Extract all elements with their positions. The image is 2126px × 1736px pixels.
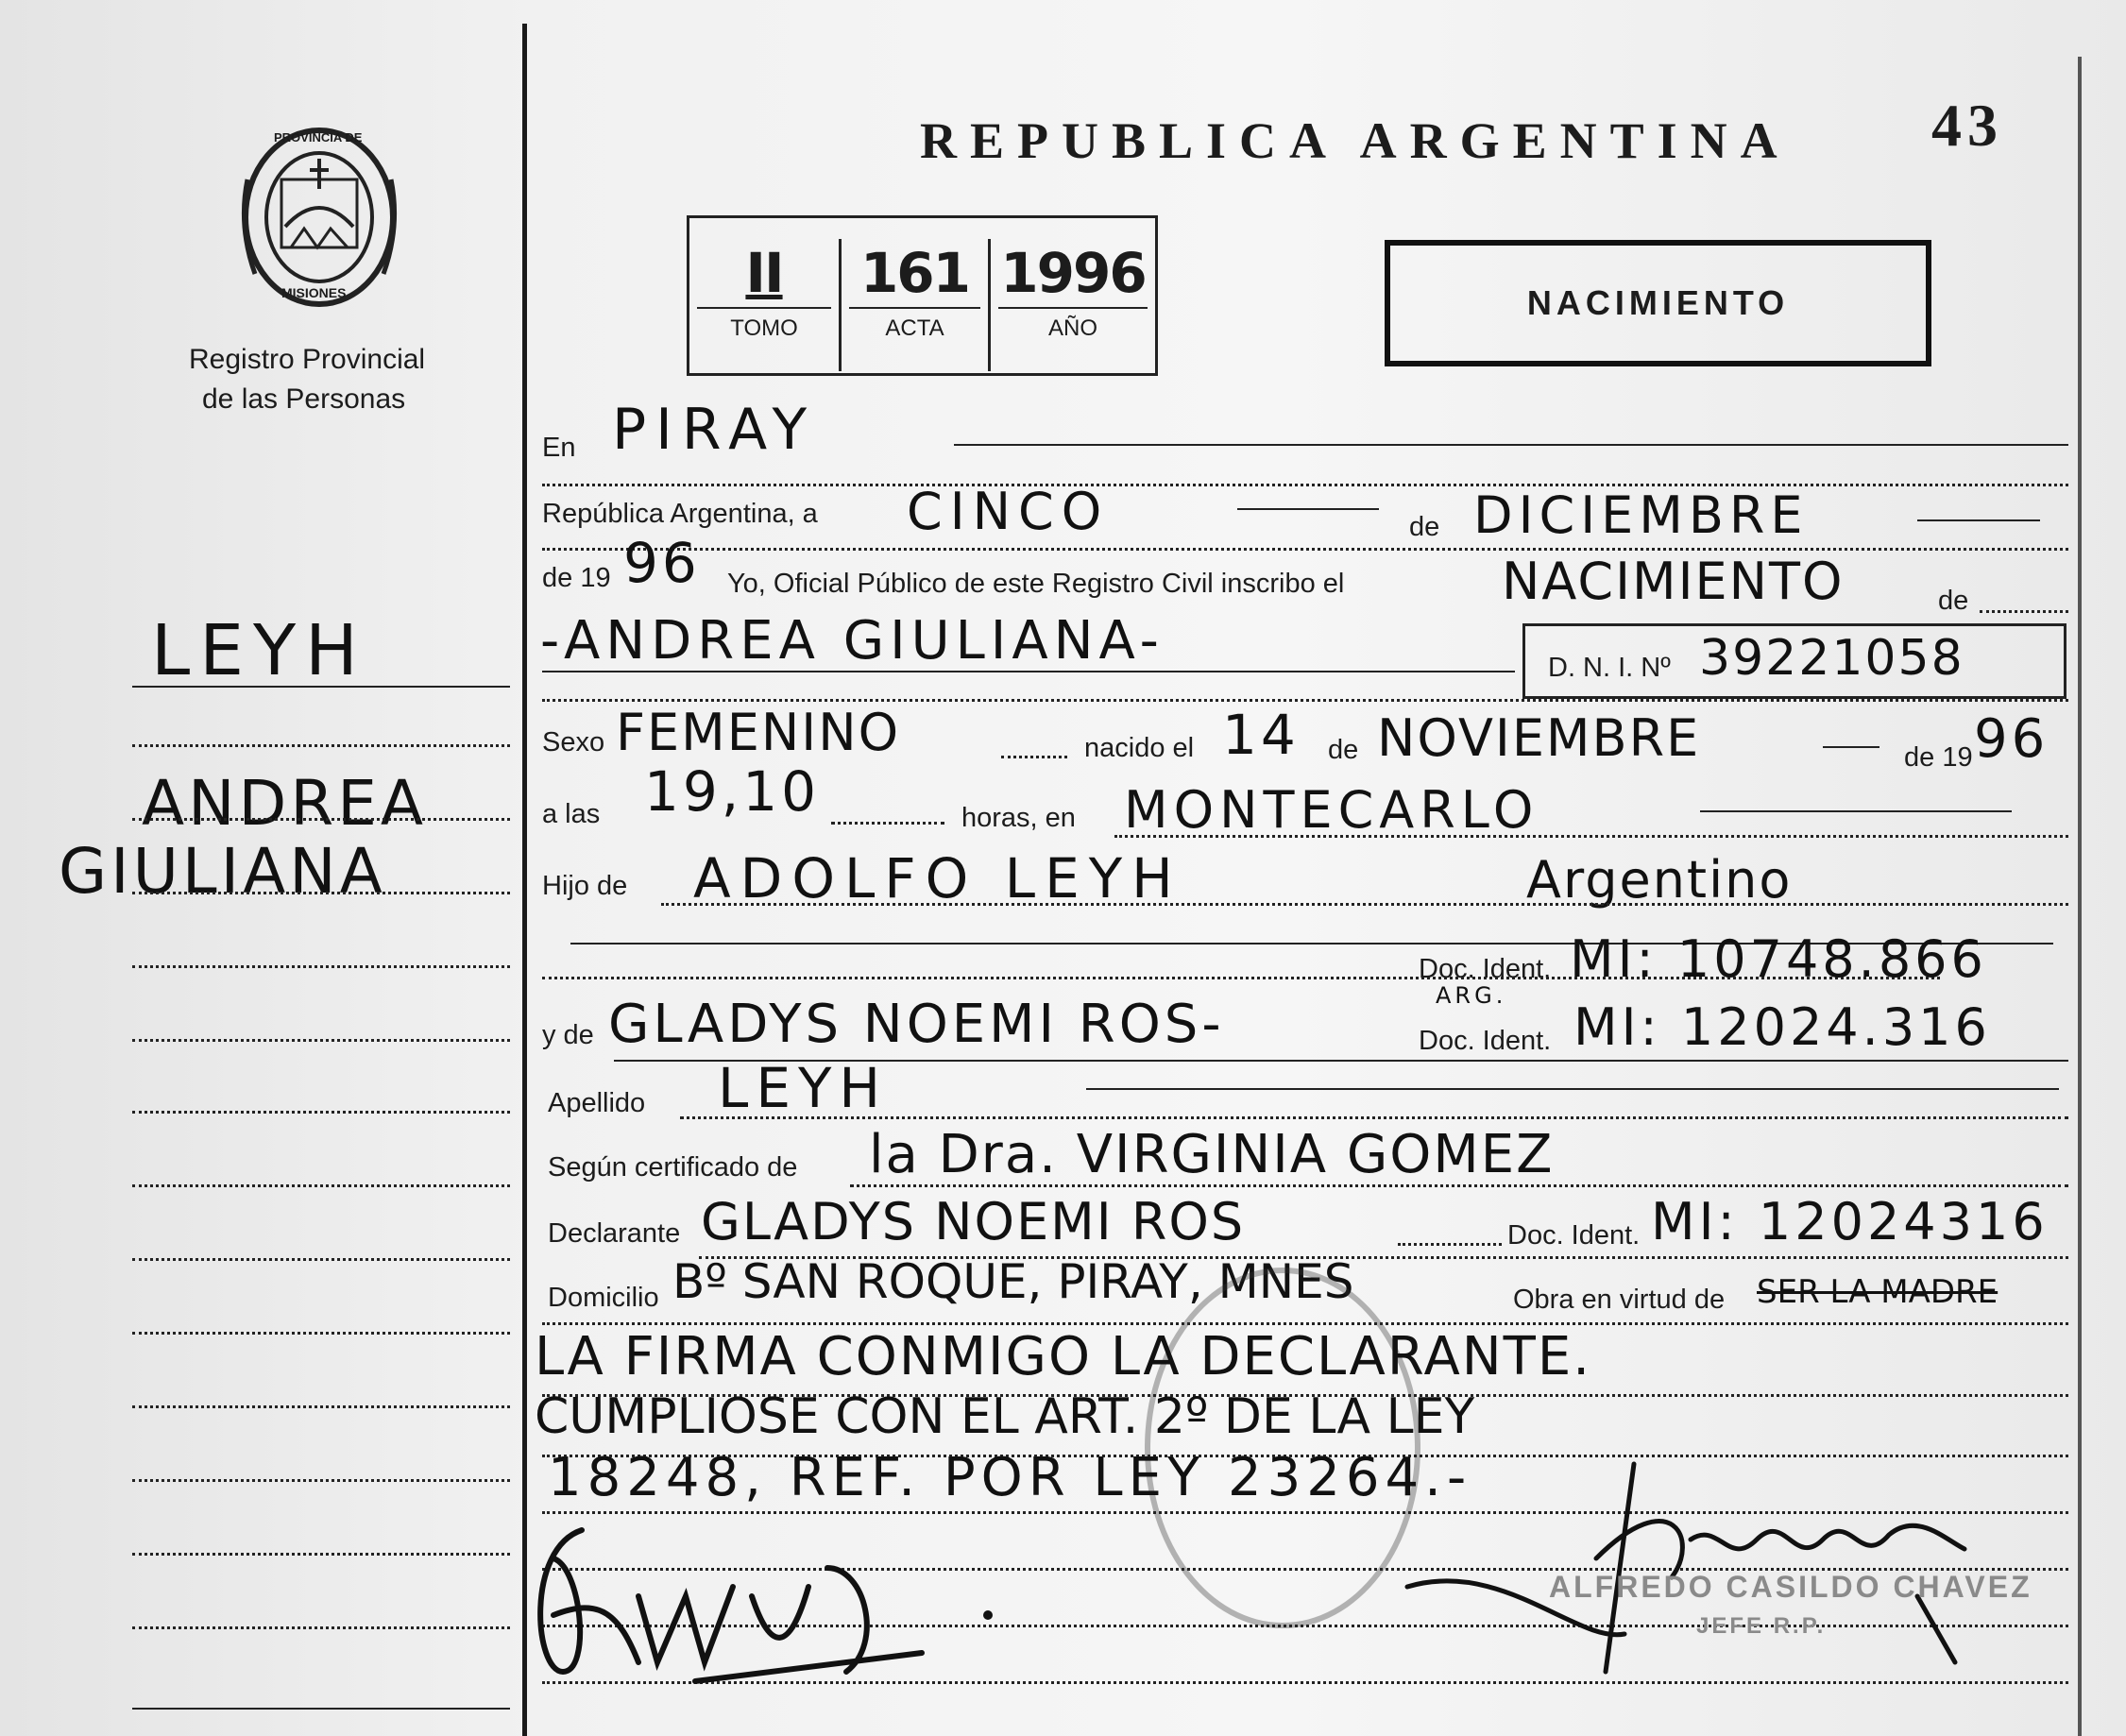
- event-value: NACIMIENTO: [1502, 552, 1845, 611]
- de2-label: de: [1938, 586, 1969, 616]
- rule-line: [1001, 756, 1067, 758]
- margin-line: [132, 1479, 510, 1482]
- day-underline: [1237, 508, 1379, 510]
- dni-value: 39221058: [1699, 630, 1964, 687]
- margin-line: [132, 1332, 510, 1335]
- rule-line: [1980, 610, 2068, 613]
- apellido-label: Apellido: [548, 1088, 646, 1118]
- segun-label: Según certificado de: [548, 1152, 798, 1183]
- margin-line: [132, 1405, 510, 1408]
- mother-doc-value: MI: 12024.316: [1573, 997, 1991, 1057]
- margin-surname: LEYH: [151, 610, 367, 691]
- dni-box: [1522, 623, 2066, 699]
- child-name-value: -ANDREA GIULIANA-: [540, 610, 1165, 672]
- apellido-underline: [1086, 1088, 2059, 1090]
- declarante-doc-label: Doc. Ident.: [1507, 1220, 1641, 1251]
- margin-rule: [132, 686, 510, 688]
- rule-line: [680, 1116, 2068, 1119]
- certificado-value: la Dra. VIRGINIA GOMEZ: [869, 1124, 1555, 1185]
- father-nationality-value: Argentino: [1526, 850, 1793, 910]
- de19-label: de 19: [1904, 742, 1973, 773]
- acta-value: 161: [859, 241, 970, 305]
- year-prefix-label: de 19: [542, 563, 611, 593]
- margin-line: [132, 1258, 510, 1261]
- margin-line: [132, 818, 510, 821]
- margin-given-name-1: ANDREA: [142, 767, 428, 840]
- rule-line: [1114, 835, 2068, 838]
- place-value: PIRAY: [612, 397, 817, 463]
- oficial-text: Yo, Oficial Público de este Registro Civil inscribo el: [727, 569, 1345, 599]
- declarante-doc-value: MI: 12024316: [1651, 1192, 2049, 1251]
- birth-day-value: 14: [1222, 703, 1300, 767]
- domicilio-label: Domicilio: [548, 1283, 659, 1313]
- birth-place-underline: [1700, 810, 2012, 812]
- margin-line: [132, 1184, 510, 1187]
- officer-stamp-title: JEFE R.P.: [1696, 1613, 1827, 1639]
- father-name-value: ADOLFO LEYH: [693, 846, 1182, 911]
- father-doc-label: Doc. Ident.: [1419, 954, 1552, 984]
- sexo-value: FEMENINO: [616, 703, 901, 762]
- page-number: 43: [1931, 92, 2003, 159]
- margin-line: [132, 744, 510, 747]
- alas-label: a las: [542, 799, 601, 829]
- place-underline: [954, 444, 2068, 446]
- officer-signature-icon: [1388, 1445, 1993, 1681]
- declarante-value: GLADYS NOEMI ROS: [701, 1192, 1246, 1251]
- margin-line: [132, 1039, 510, 1042]
- record-reference-table: [687, 215, 1158, 376]
- de-label: de: [1409, 512, 1440, 542]
- republica-label: República Argentina, a: [542, 499, 818, 529]
- column-divider: [522, 24, 527, 1736]
- nacido-label: nacido el: [1084, 733, 1195, 763]
- birth-month-underline: [1823, 746, 1879, 748]
- hijo-label: Hijo de: [542, 871, 628, 901]
- country-title: REPUBLICA ARGENTINA: [920, 112, 1791, 169]
- emblem-top-text: PROVINCIA DE: [274, 130, 363, 145]
- margin-given-name-2: GIULIANA: [59, 835, 386, 908]
- note-line-2: CUMPLIOSE CON EL ART. 2º DE LA LEY: [535, 1388, 1475, 1445]
- record-type-box: NACIMIENTO: [1385, 240, 1931, 366]
- acta-label: ACTA: [849, 307, 980, 343]
- birth-month-value: NOVIEMBRE: [1377, 708, 1701, 768]
- month-underline: [1917, 519, 2040, 521]
- margin-line: [132, 892, 510, 894]
- obra-label: Obra en virtud de: [1513, 1285, 1726, 1315]
- rule-line: [542, 484, 2068, 486]
- registry-name-line1: Registro Provincial: [189, 344, 426, 375]
- rule-line: [542, 548, 2068, 551]
- de3-label: de: [1328, 735, 1359, 765]
- margin-line: [132, 1553, 510, 1556]
- tomo-value: II: [745, 241, 783, 305]
- mother-name-value: GLADYS NOEMI ROS-: [608, 994, 1225, 1055]
- birth-year-suffix-value: 96: [1974, 708, 2049, 770]
- emblem-bottom-text: MISIONES: [281, 285, 347, 300]
- margin-line: [132, 965, 510, 968]
- registry-name-line2: de las Personas: [202, 383, 406, 415]
- rule-line: [850, 1184, 2068, 1187]
- rule-line: [1398, 1243, 1502, 1246]
- obra-value: SER LA MADRE: [1757, 1273, 1998, 1311]
- domicilio-value: Bº SAN ROQUE, PIRAY, MNES: [672, 1254, 1354, 1309]
- year-suffix-value: 96: [623, 531, 701, 595]
- right-border: [2078, 57, 2082, 1736]
- mother-doc-label: Doc. Ident.: [1419, 1026, 1552, 1056]
- sexo-label: Sexo: [542, 727, 605, 757]
- declarante-label: Declarante: [548, 1218, 681, 1249]
- yde-label: y de: [542, 1020, 594, 1050]
- anio-cell: [991, 239, 1155, 371]
- declarant-signature-icon: [525, 1511, 1035, 1700]
- birth-hour-value: 19,10: [644, 759, 821, 824]
- mother-nationality-value: ARG.: [1436, 982, 1507, 1009]
- birth-place-value: MONTECARLO: [1124, 780, 1539, 840]
- father-doc-value: MI: 10748.866: [1570, 929, 1987, 989]
- dni-label: D. N. I. Nº: [1548, 653, 1671, 683]
- margin-line: [132, 1111, 510, 1114]
- rule-line: [542, 699, 2068, 702]
- provincial-emblem-icon: [238, 123, 400, 312]
- apellido-value: LEYH: [718, 1056, 889, 1120]
- note-line-3: 18248, REF. POR LEY 23264.-: [548, 1447, 1472, 1508]
- day-value: CINCO: [907, 482, 1110, 541]
- rule-line: [542, 671, 1515, 672]
- anio-label: AÑO: [998, 307, 1148, 343]
- margin-line: [132, 1708, 510, 1710]
- en-label: En: [542, 433, 576, 463]
- month-value: DICIEMBRE: [1473, 485, 1809, 545]
- rule-line: [661, 903, 2068, 906]
- tomo-cell: [689, 239, 842, 371]
- horas-label: horas, en: [961, 803, 1076, 833]
- officer-stamp-name: ALFREDO CASILDO CHAVEZ: [1549, 1570, 2032, 1604]
- acta-cell: [842, 239, 991, 371]
- margin-line: [132, 1626, 510, 1629]
- tomo-label: TOMO: [697, 307, 831, 343]
- rule-line: [831, 822, 944, 825]
- anio-value: 1996: [1000, 241, 1146, 305]
- note-line-1: LA FIRMA CONMIGO LA DECLARANTE.: [535, 1326, 1592, 1387]
